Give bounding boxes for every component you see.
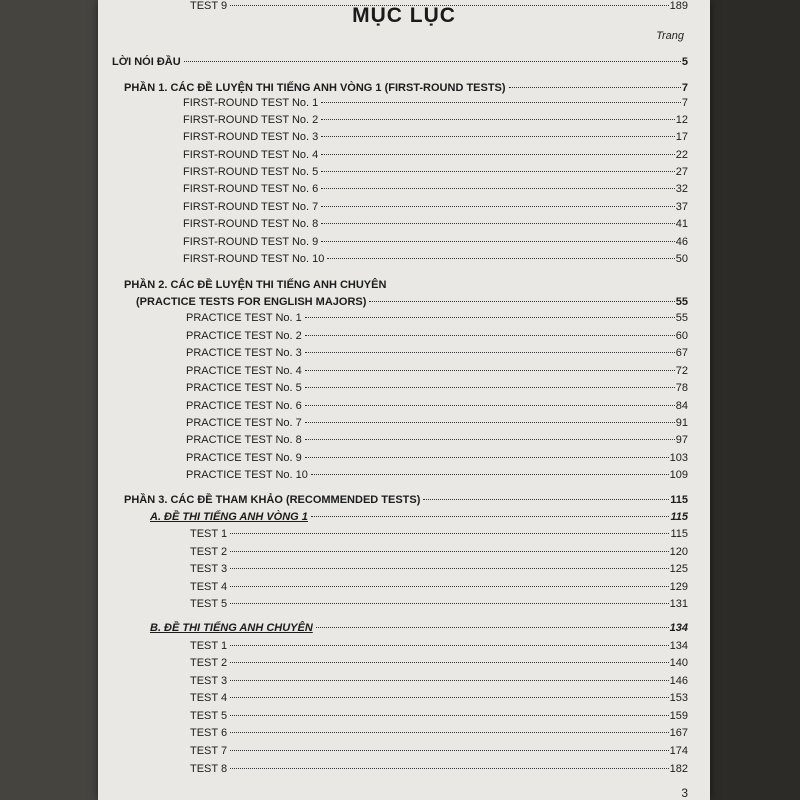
toc-entry <box>186 312 688 324</box>
page-number-footer: 3 <box>681 786 688 800</box>
toc-leader-dots <box>230 5 669 6</box>
toc-entry <box>190 563 688 575</box>
toc-entry <box>183 183 688 195</box>
toc-entry <box>186 452 688 464</box>
toc-leader-dots <box>230 732 669 733</box>
toc-entry-label: TEST 5 <box>190 710 228 722</box>
toc-leader-dots <box>305 422 675 423</box>
toc-leader-dots <box>230 680 669 681</box>
toc-leader-dots <box>305 352 675 353</box>
background-right <box>710 0 800 800</box>
toc-leader-dots <box>305 439 675 440</box>
toc-entry <box>190 763 688 775</box>
toc-entry-page: 91 <box>675 417 688 429</box>
toc-entry-label: FIRST-ROUND TEST No. 2 <box>183 114 319 126</box>
toc-leader-dots <box>230 603 669 604</box>
toc-entry-label: FIRST-ROUND TEST No. 3 <box>183 131 319 143</box>
toc-entry <box>183 201 688 213</box>
toc-entry <box>190 710 688 722</box>
toc-entry-page: 131 <box>669 598 688 610</box>
toc-entry-page: 115 <box>670 511 688 523</box>
toc-entry-page: 72 <box>675 365 688 377</box>
toc-leader-dots <box>423 499 669 500</box>
toc-leader-dots <box>316 627 669 628</box>
toc-leader-dots <box>321 119 674 120</box>
toc-entry-label: TEST 3 <box>190 563 228 575</box>
toc-entry <box>186 330 688 342</box>
toc-leader-dots <box>327 258 674 259</box>
toc-entry-label: TEST 7 <box>190 745 228 757</box>
toc-leader-dots <box>311 474 669 475</box>
toc-entry-page: 50 <box>675 253 688 265</box>
toc-entry-label: PHẦN 1. CÁC ĐỀ LUYỆN THI TIẾNG ANH VÒNG 1 (FIRST-ROUND TESTS) <box>124 82 506 94</box>
toc-entry-page: 7 <box>681 82 688 94</box>
toc-entry <box>112 56 688 68</box>
toc-entry-page: 78 <box>675 382 688 394</box>
toc-entry-page: 174 <box>669 745 688 757</box>
toc-entry <box>183 166 688 178</box>
toc-leader-dots <box>230 715 669 716</box>
toc-leader-dots <box>230 586 669 587</box>
toc-entry <box>186 400 688 412</box>
toc-entry-label: FIRST-ROUND TEST No. 5 <box>183 166 319 178</box>
toc-entry-label: TEST 2 <box>190 657 228 669</box>
toc-entry-label: PRACTICE TEST No. 1 <box>186 312 302 324</box>
toc-entry-page: 134 <box>669 640 688 652</box>
toc-entry-page: 37 <box>675 201 688 213</box>
toc-entry-label: TEST 8 <box>190 763 228 775</box>
toc-leader-dots <box>184 61 681 62</box>
toc-entry-label: TEST 6 <box>190 727 228 739</box>
toc-entry <box>124 279 688 291</box>
toc-entry <box>186 434 688 446</box>
toc-entry-page: 146 <box>669 675 688 687</box>
toc-leader-dots <box>230 645 669 646</box>
toc-entry-page: 140 <box>669 657 688 669</box>
toc-entry-label: B. ĐỀ THI TIẾNG ANH CHUYÊN <box>150 622 313 634</box>
toc-entry <box>190 0 688 12</box>
toc-entry <box>190 745 688 757</box>
toc-entry-page: 41 <box>675 218 688 230</box>
toc-leader-dots <box>230 551 669 552</box>
toc-leader-dots <box>321 102 681 103</box>
toc-entry <box>150 622 688 634</box>
toc-entry-page: 7 <box>681 97 688 109</box>
toc-leader-dots <box>305 387 675 388</box>
toc-leader-dots <box>321 136 674 137</box>
toc-entry <box>183 131 688 143</box>
toc-entry <box>186 417 688 429</box>
toc-entry <box>183 253 688 265</box>
toc-entry-page: 46 <box>675 236 688 248</box>
toc-entry-page: 60 <box>675 330 688 342</box>
toc-entry-page: 153 <box>669 692 688 704</box>
toc-entry-page: 17 <box>675 131 688 143</box>
table-of-contents <box>98 0 710 800</box>
toc-entry <box>183 97 688 109</box>
toc-entry-label: TEST 3 <box>190 675 228 687</box>
toc-entry <box>183 149 688 161</box>
toc-entry-page: 115 <box>670 528 688 540</box>
toc-entry <box>190 657 688 669</box>
toc-entry-label: LỜI NÓI ĐẦU <box>112 56 181 68</box>
toc-entry <box>190 675 688 687</box>
toc-entry <box>186 469 688 481</box>
toc-entry-page: 97 <box>675 434 688 446</box>
toc-entry-page: 167 <box>669 727 688 739</box>
toc-entry <box>190 598 688 610</box>
toc-leader-dots <box>305 335 675 336</box>
toc-leader-dots <box>321 188 674 189</box>
toc-entry <box>186 365 688 377</box>
toc-entry-label: PRACTICE TEST No. 8 <box>186 434 302 446</box>
toc-leader-dots <box>305 370 675 371</box>
toc-entry-label: FIRST-ROUND TEST No. 4 <box>183 149 319 161</box>
toc-entry <box>186 347 688 359</box>
toc-leader-dots <box>305 457 669 458</box>
toc-entry-label: FIRST-ROUND TEST No. 1 <box>183 97 319 109</box>
toc-entry <box>190 581 688 593</box>
toc-entry <box>124 82 688 94</box>
toc-leader-dots <box>230 533 669 534</box>
toc-entry-label: PRACTICE TEST No. 10 <box>186 469 308 481</box>
toc-entry-label: PHẦN 2. CÁC ĐỀ LUYỆN THI TIẾNG ANH CHUYÊN <box>124 279 387 291</box>
toc-entry-label: PRACTICE TEST No. 2 <box>186 330 302 342</box>
toc-entry-page: 55 <box>675 296 688 308</box>
toc-entry-page: 125 <box>669 563 688 575</box>
toc-entry-page: 189 <box>669 0 688 12</box>
toc-entry-label: (PRACTICE TESTS FOR ENGLISH MAJORS) <box>136 296 367 308</box>
book-page <box>98 0 710 800</box>
toc-leader-dots <box>305 405 675 406</box>
toc-leader-dots <box>321 154 674 155</box>
toc-entry-label: TEST 4 <box>190 581 228 593</box>
toc-entry-label: TEST 4 <box>190 692 228 704</box>
toc-entry-label: FIRST-ROUND TEST No. 8 <box>183 218 319 230</box>
toc-entry-label: FIRST-ROUND TEST No. 6 <box>183 183 319 195</box>
toc-entry <box>150 511 688 523</box>
toc-leader-dots <box>369 301 674 302</box>
toc-entry-page: 22 <box>675 149 688 161</box>
toc-entry-label: PRACTICE TEST No. 9 <box>186 452 302 464</box>
toc-entry-label: PHẦN 3. CÁC ĐỀ THAM KHẢO (RECOMMENDED TESTS) <box>124 494 421 506</box>
toc-entry-label: PRACTICE TEST No. 6 <box>186 400 302 412</box>
toc-leader-dots <box>321 206 674 207</box>
toc-entry-page: 159 <box>669 710 688 722</box>
toc-entry <box>183 218 688 230</box>
toc-entry-label: TEST 5 <box>190 598 228 610</box>
toc-entry <box>190 640 688 652</box>
toc-entry-page: 182 <box>669 763 688 775</box>
toc-leader-dots <box>230 662 669 663</box>
toc-entry-label: PRACTICE TEST No. 5 <box>186 382 302 394</box>
toc-entry-page: 32 <box>675 183 688 195</box>
page-title: MỤC LỤC <box>352 4 456 27</box>
toc-entry-page: 55 <box>675 312 688 324</box>
toc-entry-label: FIRST-ROUND TEST No. 7 <box>183 201 319 213</box>
toc-entry-page: 103 <box>669 452 688 464</box>
toc-leader-dots <box>321 223 674 224</box>
toc-entry <box>186 382 688 394</box>
toc-entry-label: PRACTICE TEST No. 7 <box>186 417 302 429</box>
toc-leader-dots <box>509 87 681 88</box>
toc-entry-label: PRACTICE TEST No. 4 <box>186 365 302 377</box>
toc-entry <box>190 692 688 704</box>
toc-entry <box>190 727 688 739</box>
background-left <box>0 0 98 800</box>
toc-leader-dots <box>311 516 670 517</box>
toc-entry-label: A. ĐỀ THI TIẾNG ANH VÒNG 1 <box>150 511 308 523</box>
toc-entry <box>183 236 688 248</box>
toc-entry-label: TEST 1 <box>190 640 228 652</box>
toc-entry <box>183 114 688 126</box>
toc-entry-page: 109 <box>669 469 688 481</box>
toc-entry-page: 129 <box>669 581 688 593</box>
toc-leader-dots <box>305 317 675 318</box>
toc-entry-label: TEST 2 <box>190 546 228 558</box>
toc-entry-page: 27 <box>675 166 688 178</box>
toc-entry-label: FIRST-ROUND TEST No. 10 <box>183 253 325 265</box>
page-column-label: Trang <box>656 30 684 42</box>
toc-entry-page: 67 <box>675 347 688 359</box>
toc-entry-label: PRACTICE TEST No. 3 <box>186 347 302 359</box>
toc-entry-page: 120 <box>669 546 688 558</box>
toc-leader-dots <box>321 241 674 242</box>
toc-entry-page: 5 <box>681 56 688 68</box>
toc-leader-dots <box>230 750 669 751</box>
toc-leader-dots <box>230 768 669 769</box>
toc-entry-page: 115 <box>670 494 688 506</box>
toc-entry-label: TEST 9 <box>190 0 228 12</box>
toc-entry <box>136 296 688 308</box>
toc-leader-dots <box>321 171 674 172</box>
toc-entry <box>190 546 688 558</box>
toc-leader-dots <box>230 568 669 569</box>
toc-entry-page: 12 <box>675 114 688 126</box>
toc-entry <box>124 494 688 506</box>
toc-entry-label: FIRST-ROUND TEST No. 9 <box>183 236 319 248</box>
toc-entry-page: 134 <box>669 622 688 634</box>
toc-entry <box>190 528 688 540</box>
toc-leader-dots <box>230 697 669 698</box>
toc-entry-label: TEST 1 <box>190 528 228 540</box>
toc-entry-page: 84 <box>675 400 688 412</box>
